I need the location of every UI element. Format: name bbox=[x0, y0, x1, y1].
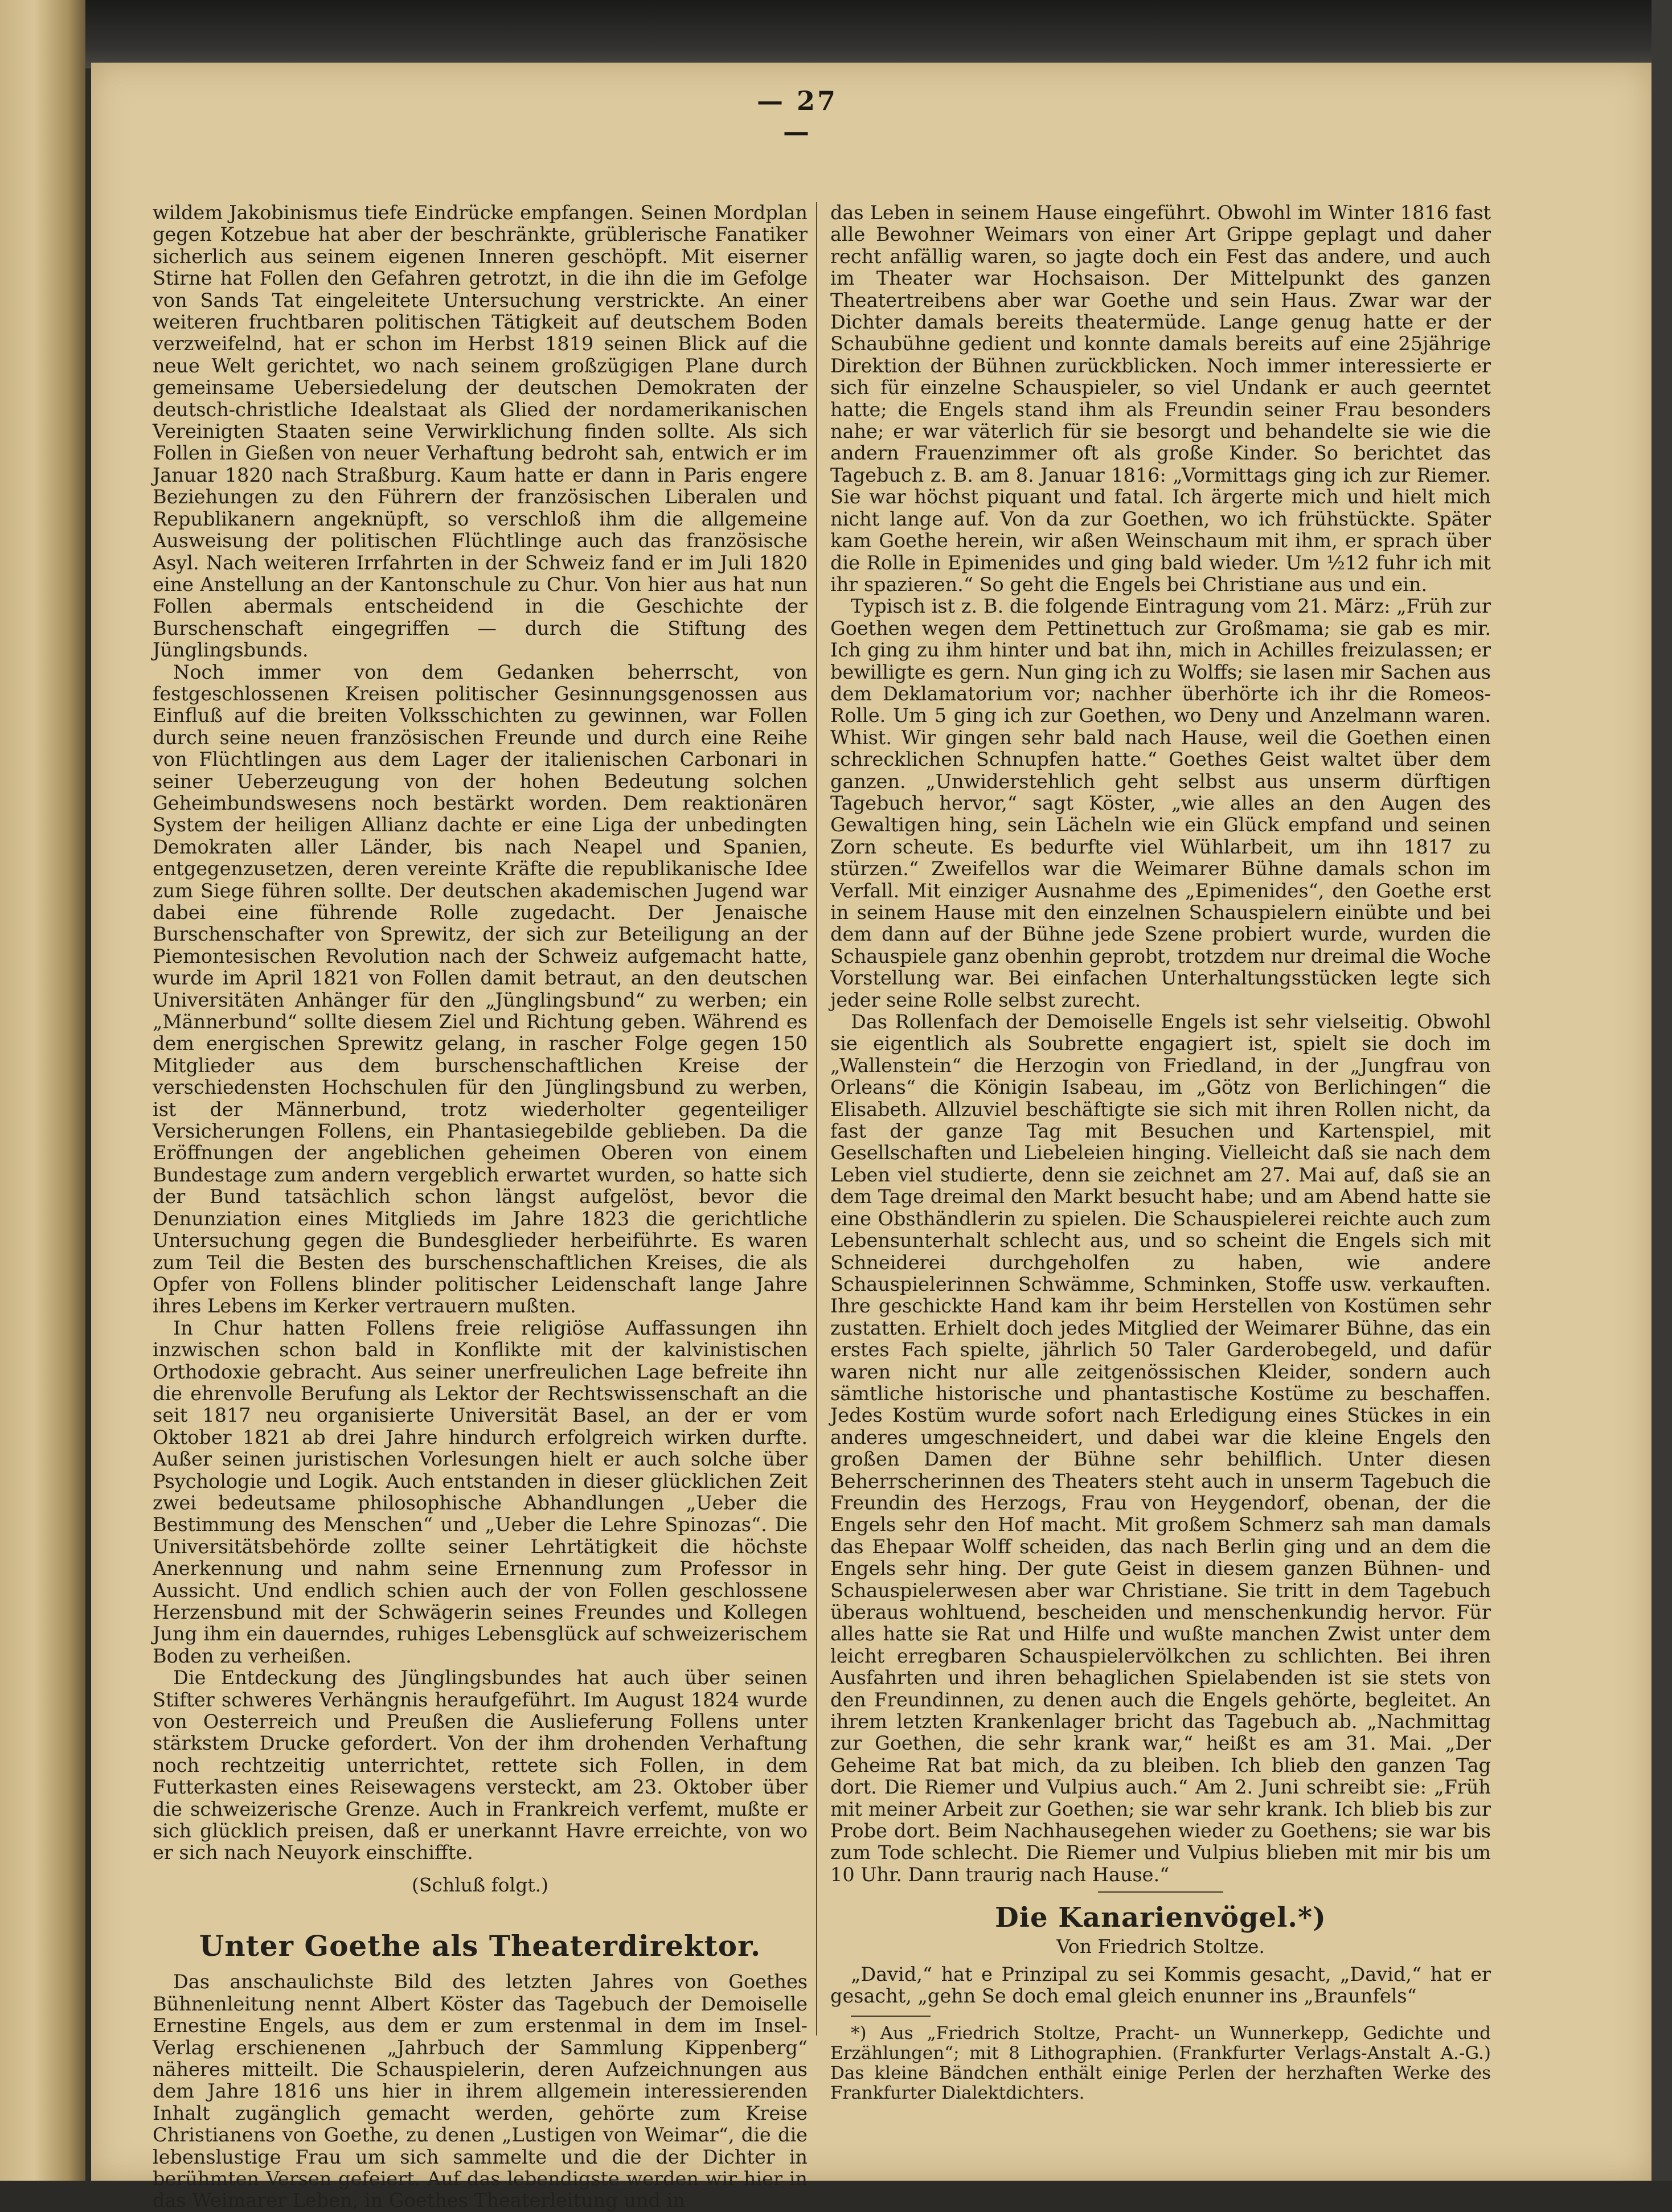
left-paragraph-2: Noch immer von dem Gedanken beherrscht, von festgeschlossenen Kreisen politischer Gesinnungsgenossen aus Einfluß auf die breiten Volksschichten zu gewinnen, war Follen durch seine neuen französischen Freunde und durch eine Reihe von Flüchtlingen aus dem Lager der italienischen Carbonari in seiner Ueberzeugung von der hohen Bedeutung solchen Geheimbundswesens noch bestärkt worden. Dem reaktionären System der heiligen Allianz dachte er eine Liga der unbedingten Demokraten aller Länder, bis nach Neapel und Spanien, entgegenzusetzen, deren vereinte Kräfte die republikanische Idee zum Siege führen sollte. Der deutschen akademischen Jugend war dabei eine führende Rolle zugedacht. Der Jenaische Burschenschafter von Sprewitz, der sich zur Beteiligung an der Piemontesischen Revolution nach der Schweiz aufgemacht hatte, wurde im April 1821 von Follen damit betraut, an den deutschen Universitäten Anhänger für den „Jünglingsbund“ zu werben; ein „Männerbund“ sollte diesem Ziel und Richtung geben. Während es dem energischen Sprewitz gelang, in rascher Folge gegen 150 Mitglieder aus dem burschenschaftlichen Kreise der verschiedensten Hochschulen für den Jünglingsbund zu werben, ist der Männerbund, trotz wiederholter gegenteiliger Versicherungen Follens, ein Phantasiegebilde geblieben. Da die Eröffnungen der angeblichen geheimen Oberen von einem Bundestage zum andern vergeblich erwartet wurden, so hatte sich der Bund tatsächlich schon längst aufgelöst, bevor die Denunziation eines Mitglieds im Jahre 1823 die gerichtliche Untersuchung gegen die Bundesglieder herbeiführte. Es waren zum Teil die Besten des burschenschaftlichen Kreises, die als Opfer von Follens blinder politischer Leidenschaft lange Jahre ihres Lebens im Kerker vertrauern mußten. bbox=[153, 660, 808, 1318]
footnote: *) Aus „Friedrich Stoltze, Pracht- un Wunnerkepp, Gedichte und Erzählungen“; mit 8 Lithographien. (Frankfurter Verlags-Anstalt A.-G.) Das kleine Bändchen enthält einige Perlen der herzhaften Werke des Frankfurter Dialektdichters. bbox=[830, 2022, 1491, 2103]
left-paragraph-3: In Chur hatten Follens freie religiöse Auffassungen ihn inzwischen schon bald in Konflikte mit der kalvinistischen Orthodoxie gebracht. Aus seiner unerfreulichen Lage befreite ihn die ehrenvolle Berufung als Lektor der Rechtswissenschaft an die seit 1817 neu organisierte Universität Basel, an der er vom Oktober 1821 ab drei Jahre hindurch erfolgreich wirken durfte. Außer seinen juristischen Vorlesungen hielt er auch solche über Psychologie und Logik. Auch entstanden in dieser glücklichen Zeit zwei bedeutsame philosophische Abhandlungen „Ueber die Bestimmung des Menschen“ und „Ueber die Lehre Spinozas“. Die Universitätsbehörde zollte seiner Lehrtätigkeit die höchste Anerkennung und nahm seine Ernennung zum Professor in Aussicht. Und endlich schien auch der von Follen geschlossene Herzensbund mit der Schwägerin seines Freundes und Kollegen Jung ihm ein dauerndes, ruhiges Lebensglück auf schweizerischem Boden zu verheißen. bbox=[153, 1316, 808, 1667]
left-paragraph-4: Die Entdeckung des Jünglingsbundes hat auch über seinen Stifter schweres Verhängnis heraufgeführt. Im August 1824 wurde von Oesterreich und Preußen die Auslieferung Follens unter stärkstem Drucke gefordert. Von der ihm drohenden Verhaftung noch rechtzeitig unterrichtet, rettete sich Follen, in dem Futterkasten eines Reisewagens versteckt, am 23. Oktober über die schweizerische Grenze. Auch in Frankreich verfemt, mußte er sich glücklich preisen, daß er unerkannt Havre erreichte, von wo er sich nach Neuyork einschiffte. bbox=[153, 1667, 808, 1864]
left-paragraph-1: wildem Jakobinismus tiefe Eindrücke empfangen. Seinen Mordplan gegen Kotzebue hat aber der beschränkte, grüblerische Fanatiker sicherlich aus seinem eigenen Inneren geschöpft. Mit eiserner Stirne hat Follen den Gefahren getrotzt, in die ihn die im Gefolge von Sands Tat eingeleitete Untersuchung verstrickte. An einer weiteren fruchtbaren politischen Tätigkeit auf deutschem Boden verzweifelnd, hat er schon im Herbst 1819 seinen Blick auf die neue Welt gerichtet, wo nach seinem großzügigen Plane durch gemeinsame Uebersiedelung der deutschen Demokraten der deutsch-christliche Idealstaat als Glied der nordamerikanischen Vereinigten Staaten seine Verwirklichung finden sollte. Als sich Follen in Gießen von neuer Verhaftung bedroht sah, entwich er im Januar 1820 nach Straßburg. Kaum hatte er dann in Paris engere Beziehungen zu den Führern der französischen Liberalen und Republikanern angeknüpft, so verschloß ihm die allgemeine Ausweisung der politischen Flüchtlinge auch das französische Asyl. Nach weiteren Irrfahrten in der Schweiz fand er im Juli 1820 eine Anstellung an der Kantonschule zu Chur. Von hier aus hat nun Follen abermals entscheidend in die Geschichte der Burschenschaft eingegriffen — durch die Stiftung des Jünglingsbunds. bbox=[153, 202, 808, 662]
theater-article-paragraph-1: Das anschaulichste Bild des letzten Jahres von Goethes Bühnenleitung nennt Albert Köster das Tagebuch der Demoiselle Ernestine Engels, aus dem er zum erstenmal in dem im Insel-Verlag erschienenen „Jahrbuch der Sammlung Kippenberg“ näheres mitteilt. Die Schauspielerin, deren Aufzeichnungen aus dem Jahre 1816 uns hier in ihrem allgemein interessierenden Inhalt zugänglich gemacht werden, gehörte zum Kreise Christianens von Goethe, zu denen „Lustigen von Weimar“, die die lebenslustige Frau um sich sammelte und die der Dichter in berühmten Versen gefeiert. Auf das lebendigste werden wir hier in das Weimarer Leben, in Goethes Theaterleitung und in bbox=[153, 1971, 808, 2212]
kanarien-paragraph-1: „David,“ hat e Prinzipal zu sei Kommis gesacht, „David,“ hat er gesacht, „gehn Se doch emal gleich enunner ins „Braunfels“ bbox=[830, 1963, 1491, 2008]
column-divider bbox=[816, 202, 817, 2035]
right-paragraph-1: das Leben in seinem Hause eingeführt. Obwohl im Winter 1816 fast alle Bewohner Weimars von einer Art Grippe geplagt und daher recht anfällig waren, so jagte doch ein Fest das andere, und auch im Theater war Hochsaison. Der Mittelpunkt des ganzen Theatertreibens aber war Goethe und sein Haus. Zwar war der Dichter damals bereits theatermüde. Lange genug hatte er der Schaubühne gedient und konnte damals bereits auf eine 25jährige Direktion der Bühnen zurückblicken. Noch immer interessierte er sich für einzelne Schauspieler, so viel Undank er auch geerntet hatte; die Engels stand ihm als Freundin seiner Frau besonders nahe; er war väterlich für sie besorgt und behandelte sie wie die andern Frauenzimmer oft als große Kinder. So berichtet das Tagebuch z. B. am 8. Januar 1816: „Vormittags ging ich zur Riemer. Sie war höchst piquant und fatal. Ich ärgerte mich und hielt mich nicht lange auf. Von da zur Goethen, wo ich frühstückte. Später kam Goethe herein, wir aßen Weinschaum mit ihm, er sprach über die Rolle in Epimenides und ging bald wieder. Um ½12 fuhr ich mit ihr spazieren.“ So geht die Engels bei Christiane aus und ein. bbox=[830, 202, 1491, 596]
book-right-edge bbox=[1651, 0, 1672, 2201]
book-top-edge bbox=[0, 0, 1672, 68]
article-title-theater: Unter Goethe als Theaterdirektor. bbox=[199, 1929, 761, 1963]
section-separator bbox=[1098, 1891, 1223, 1893]
right-paragraph-3: Das Rollenfach der Demoiselle Engels ist sehr vielseitig. Obwohl sie eigentlich als Soubrette engagiert ist, spielt sie doch im „Wallenstein“ die Herzogin von Friedland, in der „Jungfrau von Orleans“ die Königin Isabeau, im „Götz von Berlichingen“ die Elisabeth. Allzuviel beschäftigte sie sich mit ihren Rollen nicht, da fast der ganze Tag mit Besuchen und Kartenspiel, mit Gesellschaften und Liebeleien hinging. Vielleicht daß sie nach dem Leben viel studierte, denn sie zeichnet am 27. Mai auf, daß sie an dem Tage dreimal den Markt besucht habe; und am Abend hatte sie eine Obsthändlerin zu spielen. Die Schauspielerei reichte auch zum Lebensunterhalt schlecht aus, und so scheint die Engels sich mit Schneiderei durchgeholfen zu haben, wie andere Schauspielerinnen Schwämme, Schminken, Stoffe usw. verkauften. Ihre geschickte Hand kam ihr beim Herstellen von Kostümen sehr zustatten. Erhielt doch jedes Mitglied der Weimarer Bühne, das ein erstes Fach spielte, jährlich 50 Taler Garderobegeld, und dafür waren nicht nur alle zeitgenössischen Kleider, sondern auch sämtliche historische und phantastische Kostüme zu beschaffen. Jedes Kostüm wurde sofort nach Erledigung eines Stückes in ein anderes umgeschneidert, und dabei war die kleine Engels den großen Damen der Bühne sehr behilflich. Unter diesen Beherrscherinnen des Theaters steht auch in unserm Tagebuch die Freundin des Herzogs, Frau von Heygendorf, obenan, der die Engels sehr den Hof macht. Mit großem Schmerz sah man damals das Ehepaar Wolff scheiden, das nach Berlin ging und an dem die Engels sehr hing. Der gute Geist in diesem ganzen Bühnen- und Schauspielerwesen aber war Christiane. Sie tritt in dem Tagebuch überaus wohltuend, bescheiden und menschenkundig hervor. Für alles hatte sie Rat und Hilfe und wußte manchen Zwist unter dem leicht erregbaren Schauspielervölkchen zu schlichten. Bei ihren Ausfahrten und ihren behaglichen Spielabenden ist sie stets von den Freundinnen, zu denen auch die Engels gehörte, begleitet. An ihrem letzten Krankenlager bricht das Tagebuch ab. „Nachmittag zur Goethen, die sehr krank war,“ heißt es am 31. Mai. „Der Geheime Rat bat mich, da zu bleiben. Ich blieb den ganzen Tag dort. Die Riemer und Vulpius auch.“ Am 2. Juni schreibt sie: „Früh mit meiner Arbeit zur Goethen; sie war sehr krank. Ich blieb bis zur Probe dort. Beim Nachhausegehen wieder zu Goethens; sie war bis zum Tode schlecht. Die Riemer und Vulpius blieben mit mir bis um 10 Uhr. Dann traurig nach Hause.“ bbox=[830, 1011, 1491, 1886]
page-number: — 27 — bbox=[756, 85, 838, 147]
footnote-separator bbox=[851, 2016, 931, 2017]
right-paragraph-2: Typisch ist z. B. die folgende Eintragung vom 21. März: „Früh zur Goethen wegen dem Pettinettuch zur Großmama; sie gab es mir. Ich ging zu ihm hinter und bat ihn, mich in Achilles freizulassen; er bewilligte es gern. Nun ging ich zu Wolffs; sie lasen mir Sachen aus dem Deklamatorium vor; nachher überhörte ich ihr die Romeos-Rolle. Um 5 ging ich zur Goethen, wo Deny und Anzelmann waren. Whist. Wir gingen sehr bald nach Hause, weil die Goethen einen schrecklichen Schnupfen hatte.“ Goethes Geist waltet über dem ganzen. „Unwiderstehlich geht selbst aus unserm dürftigen Tagebuch hervor,“ sagt Köster, „wie alles an den Augen des Gewaltigen hing, sein Lächeln wie ein Glück empfand und seinen Zorn scheute. Es bedurfte viel Wühlarbeit, um ihn 1817 zu stürzen.“ Zweifellos war die Weimarer Bühne damals schon im Verfall. Mit einziger Ausnahme des „Epimenides“, den Goethe erst in seinem Hause mit den einzelnen Schauspielern einübte und bei dem dann auf der Bühne jede Szene probiert wurde, wurden die Schauspiele ganz obenhin geprobt, trotzdem nur dreimal die Woche Vorstellung war. Bei einfachen Unterhaltungsstücken legte sich jeder seine Rolle selbst zurecht. bbox=[830, 595, 1491, 1011]
to-be-continued: (Schluß folgt.) bbox=[412, 1873, 548, 1896]
left-column bbox=[153, 202, 808, 2212]
right-column bbox=[830, 202, 1491, 2103]
book-binding-edge bbox=[0, 0, 85, 2201]
article-title-kanarienvoegel: Die Kanarienvögel.*) bbox=[995, 1902, 1326, 1934]
article-byline: Von Friedrich Stoltze. bbox=[1056, 1935, 1265, 1958]
